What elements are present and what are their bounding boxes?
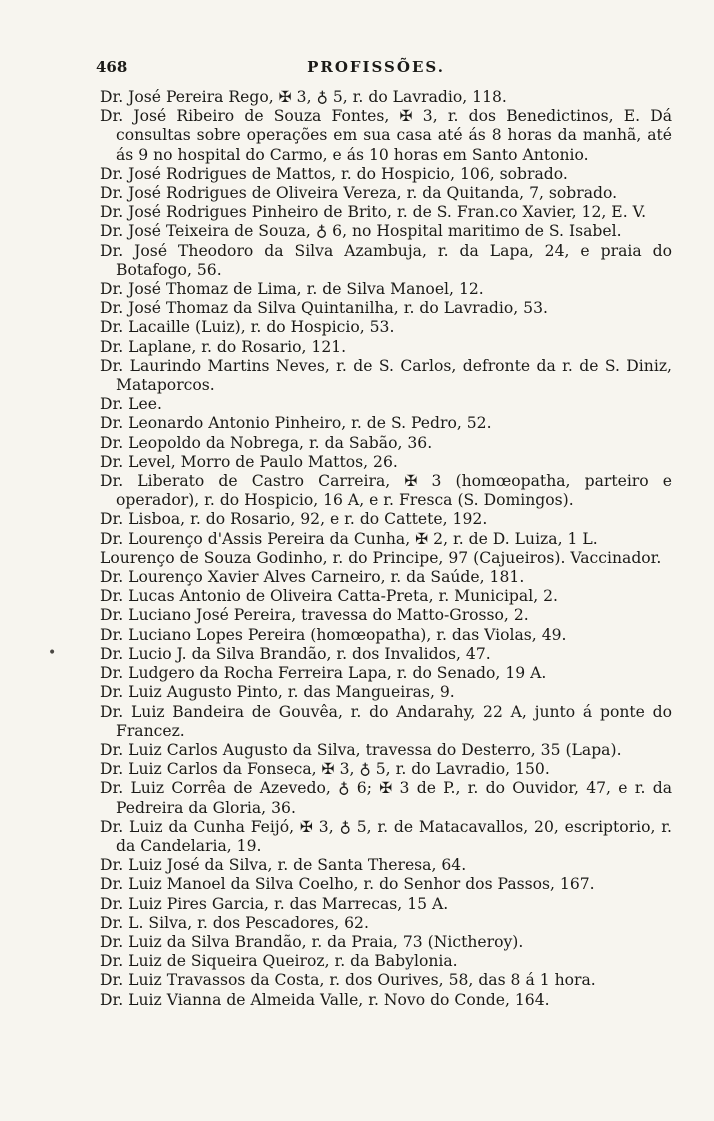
list-item: Dr. Luiz Travassos da Costa, r. dos Ourives, 58, das 8 á 1 hora. [100,971,596,990]
list-item: Dr. Luiz Carlos da Fonseca, ✠ 3, ♁ 5, r. do Lavradio, 150. [100,760,550,779]
list-item: Dr. Luiz José da Silva, r. de Santa Theresa, 64. [100,856,467,875]
list-item: Dr. Ludgero da Rocha Ferreira Lapa, r. do Senado, 19 A. [100,664,547,683]
margin-dot: • [48,645,57,661]
page-header [96,58,656,82]
list-item: Dr. Lacaille (Luiz), r. do Hospicio, 53. [100,318,395,337]
list-item: Dr. Luiz da Cunha Feijó, ✠ 3, ♁ 5, r. de Matacavallos, 20, escriptorio, r. da Candelaria, 19. [100,817,672,855]
list-item: Dr. Laurindo Martins Neves, r. de S. Carlos, defronte da r. de S. Diniz, Mataporcos. [100,356,672,395]
list-item: Dr. Luiz Carlos Augusto da Silva, travessa do Desterro, 35 (Lapa). [100,740,622,759]
list-item: Dr. José Pereira Rego, ✠ 3, ♁ 5, r. do Lavradio, 118. [100,88,507,106]
list-item: Dr. L. Silva, r. dos Pescadores, 62. [100,913,369,932]
list-item: Dr. José Rodrigues Pinheiro de Brito, r. de S. Fran.co Xavier, 12, E. V. [100,203,647,222]
list-item: Dr. Lourenço Xavier Alves Carneiro, r. da Saúde, 181. [100,568,525,587]
list-item: Lourenço de Souza Godinho, r. do Principe, 97 (Cajueiros). Vaccinador. [100,548,662,567]
list-item: Dr. Luiz da Silva Brandão, r. da Praia, 73 (Nictheroy). [100,932,524,951]
list-item: Dr. Lucio J. da Silva Brandão, r. dos Invalidos, 47. [100,644,491,663]
list-item: Dr. Lisboa, r. do Rosario, 92, e r. do Cattete, 192. [100,510,488,529]
list-item: Dr. Lee. [100,395,162,414]
list-item: Dr. José Thomaz de Lima, r. de Silva Manoel, 12. [100,280,484,299]
list-item: Dr. Luiz Corrêa de Azevedo, ♁ 6; ✠ 3 de P., r. do Ouvidor, 47, e r. da Pedreira da Gloria, 36. [100,779,672,817]
list-item: Dr. Lucas Antonio de Oliveira Catta-Preta, r. Municipal, 2. [100,587,558,606]
list-item: Dr. José Teixeira de Souza, ♁ 6, no Hospital maritimo de S. Isabel. [100,222,622,241]
list-item: Dr. José Thomaz da Silva Quintanilha, r. do Lavradio, 53. [100,299,548,318]
list-item: Dr. Luiz Augusto Pinto, r. das Mangueiras, 9. [100,683,455,702]
list-item: Dr. Level, Morro de Paulo Mattos, 26. [100,452,398,471]
list-item: Dr. Luiz Pires Garcia, r. das Marrecas, 15 A. [100,894,449,913]
list-item: Dr. Luiz Vianna de Almeida Valle, r. Novo do Conde, 164. [100,990,550,1009]
page-number: 468 [96,58,128,76]
list-item: Dr. Luiz Manoel da Silva Coelho, r. do Senhor dos Passos, 167. [100,875,595,894]
list-item: Dr. Laplane, r. do Rosario, 121. [100,337,347,356]
list-item: Dr. Liberato de Castro Carreira, ✠ 3 (homœopatha, parteiro e operador), r. do Hospicio, 16 A, e r. Fresca (S. Domingos). [100,472,672,510]
list-item: Dr. José Theodoro da Silva Azambuja, r. da Lapa, 24, e praia do Botafogo, 56. [100,241,672,279]
list-item: Dr. Lourenço d'Assis Pereira da Cunha, ✠ 2, r. de D. Luiza, 1 L. [100,529,598,548]
list-item: Dr. José Rodrigues de Oliveira Vereza, r. da Quitanda, 7, sobrado. [100,184,618,203]
running-title: PROFISSÕES. [307,58,445,76]
list-item: Dr. Luciano Lopes Pereira (homœopatha), r. das Violas, 49. [100,625,567,644]
list-item: Dr. Leonardo Antonio Pinheiro, r. de S. Pedro, 52. [100,414,492,433]
entry-list [100,88,672,1010]
list-item: Dr. Luiz Bandeira de Gouvêa, r. do Andarahy, 22 A, junto á ponte do Francez. [100,702,672,740]
list-item: Dr. Leopoldo da Nobrega, r. da Sabão, 36. [100,433,433,452]
list-item: Dr. Luiz de Siqueira Queiroz, r. da Babylonia. [100,952,458,971]
list-item: Dr. José Rodrigues de Mattos, r. do Hospicio, 106, sobrado. [100,164,568,183]
list-item: Dr. José Ribeiro de Souza Fontes, ✠ 3, r. dos Benedictinos, E. Dá consultas sobre operações em sua casa até ás 8 horas da manhã, até ás 9 no hospital do Carmo, e ás 10 horas em Santo Antonio. [100,107,672,164]
list-item: Dr. Luciano José Pereira, travessa do Matto-Grosso, 2. [100,606,529,625]
